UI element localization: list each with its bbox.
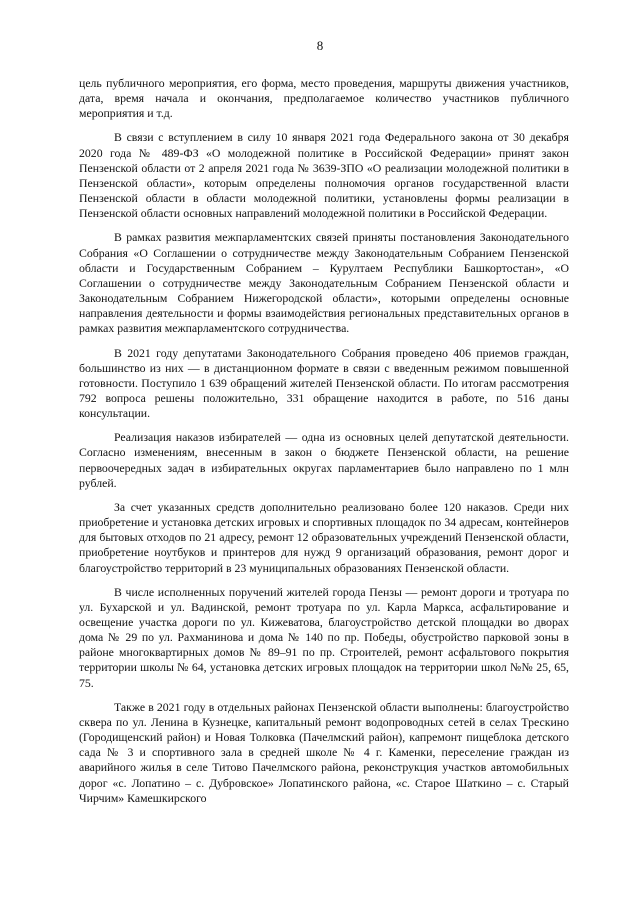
document-body	[79, 76, 569, 815]
paragraph-penza-city-requests: В числе исполненных поручений жителей города Пензы — ремонт дороги и тротуара по ул. Бухарской и ул. Вадинской, ремонт тротуара по ул. Карла Маркса, асфальтирование и освещение участка дороги по ул. Кижеватова, благоустройство детской площадки во дворах дома № 29 по ул. Рахманинова и дома № 140 по пр. Победы, обустройство парковой зоны в районе многоквартирных домов № 89–91 по пр. Строителей, ремонт асфальтового покрытия территории школы № 64, установка детских игровых площадок на территории школ №№ 25, 65, 75.	[79, 584, 569, 690]
paragraph-mandates-implemented: За счет указанных средств дополнительно реализовано более 120 наказов. Среди них приобретение и установка детских игровых и спортивных площадок по 34 адресам, контейнеров для бытовых отходов по 21 адресу, ремонт 12 образовательных учреждений Пензенской области, приобретение ноутбуков и принтеров для нужд 9 организаций образования, ремонт дорог и благоустройство территорий в 23 муниципальных образованиях Пензенской области.	[79, 499, 569, 575]
paragraph-continuation: цель публичного мероприятия, его форма, место проведения, маршруты движения участников, дата, время начала и окончания, предполагаемое количество участников публичного мероприятия и т.д.	[79, 76, 569, 121]
paragraph-voter-mandates: Реализация наказов избирателей — одна из основных целей депутатской деятельности. Согласно изменениям, внесенным в закон о бюджете Пензенской области, на решение первоочередных задач в избирательных округах парламентариев было направлено по 1 млн рублей.	[79, 430, 569, 490]
paragraph-citizen-receptions: В 2021 году депутатами Законодательного Собрания проведено 406 приемов граждан, большинство из них — в дистанционном формате в связи с введенным режимом повышенной готовности. Поступило 1 639 обращений жителей Пензенской области. По итогам рассмотрения 792 вопроса решены положительно, 331 обращение находится в работе, по 516 даны консультации.	[79, 345, 569, 421]
paragraph-district-works: Также в 2021 году в отдельных районах Пензенской области выполнены: благоустройство сквера по ул. Ленина в Кузнецке, капитальный ремонт водопроводных сетей в селах Трескино (Городищенский район) и Новая Толковка (Пачелмский район), капремонт пищеблока детского сада № 3 и спортивного зала в средней школе № 4 г. Каменки, переселение граждан из аварийного жилья в селе Титово Пачелмского района, реконструкция участков автомобильных дорог «с. Лопатино – с. Дубровское» Лопатинского района, «с. Старое Шаткино – с. Старый Чирчим» Камешкирского	[79, 699, 569, 805]
paragraph-interparliamentary-relations: В рамках развития межпарламентских связей приняты постановления Законодательного Собрания «О Соглашении о сотрудничестве между Законодательным Собранием Пензенской области и Государственным Собранием – Курултаем Республики Башкортостан», «О Соглашении о сотрудничестве между Законодательным Собранием Пензенской области и Законодательным Собранием Нижегородской области», которыми определены основные направления деятельности и формы взаимодействия региональных представительных органов в рамках развития межпарламентского сотрудничества.	[79, 230, 569, 336]
page-number: 8	[316, 38, 324, 53]
paragraph-youth-policy-law: В связи с вступлением в силу 10 января 2021 года Федерального закона от 30 декабря 2020 года № 489-ФЗ «О молодежной политике в Российской Федерации» принят закон Пензенской области от 2 апреля 2021 года № 3639-ЗПО «О реализации молодежной политики в Пензенской области», которым определены полномочия органов государственной власти Пензенской области в области молодежной политики, установлены формы реализации в Пензенской области основных направлений молодежной политики в Российской Федерации.	[79, 130, 569, 221]
